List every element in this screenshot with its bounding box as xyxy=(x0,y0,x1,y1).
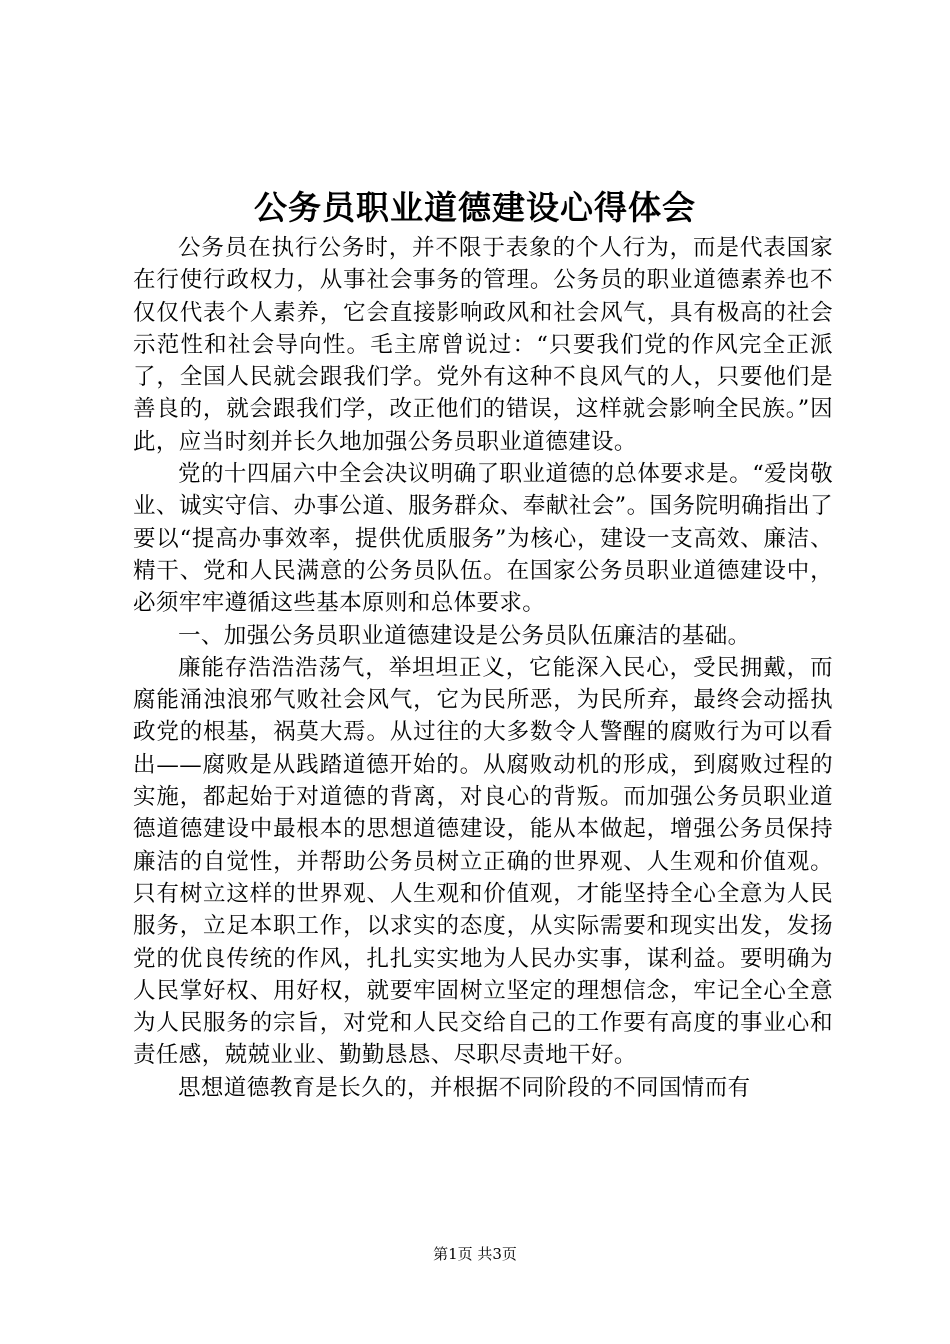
paragraph-4: 思想道德教育是长久的，并根据不同阶段的不同国情而有 xyxy=(178,1074,751,1101)
page-footer: 第1页 共3页 xyxy=(433,1245,517,1263)
document-body xyxy=(133,232,833,1104)
paragraph-3: 廉能存浩浩浩荡气，举坦坦正义，它能深入民心，受民拥戴，而腐能涌浊浪邪气败社会风气，它为民所恶，为民所弃，最终会动摇执政党的根基，祸莫大焉。从过往的大多数令人警醒的腐败行为可以看出——腐败是从践踏道德开始的。从腐败动机的形成，到腐败过程的实施，都起始于对道德的背离，对良心的背叛。而加强公务员职业道德道德建设中最根本的思想道德建设，能从本做起，增强公务员保持廉洁的自觉性，并帮助公务员树立正确的世界观、人生观和价值观。只有树立这样的世界观、人生观和价值观，才能坚持全心全意为人民服务，立足本职工作，以求实的态度，从实际需要和现实出发，发扬党的优良传统的作风，扎扎实实地为人民办实事，谋利益。要明确为人民掌好权、用好权，就要牢固树立坚定的理想信念，牢记全心全意为人民服务的宗旨，对党和人民交给自己的工作要有高度的事业心和责任感，兢兢业业、勤勤恳恳、尽职尽责地干好。 xyxy=(133,654,833,1069)
paragraph-1: 公务员在执行公务时，并不限于表象的个人行为，而是代表国家在行使行政权力，从事社会事务的管理。公务员的职业道德素养也不仅仅代表个人素养，它会直接影响政风和社会风气，具有极高的社会示范性和社会导向性。毛主席曾说过：“只要我们党的作风完全正派了，全国人民就会跟我们学。党外有这种不良风气的人，只要他们是善良的，就会跟我们学，改正他们的错误，这样就会影响全民族。”因此，应当时刻并长久地加强公务员职业道德建设。 xyxy=(133,235,833,455)
section-heading-1: 一、加强公务员职业道德建设是公务员队伍廉洁的基础。 xyxy=(178,622,751,649)
paragraph-2: 党的十四届六中全会决议明确了职业道德的总体要求是。“爱岗敬业、诚实守信、办事公道、服务群众、奉献社会”。国务院明确指出了要以“提高办事效率，提供优质服务”为核心，建设一支高效、廉洁、精干、党和人民满意的公务员队伍。在国家公务员职业道德建设中，必须牢牢遵循这些基本原则和总体要求。 xyxy=(133,461,833,617)
document-title: 公务员职业道德建设心得体会 xyxy=(254,188,696,227)
